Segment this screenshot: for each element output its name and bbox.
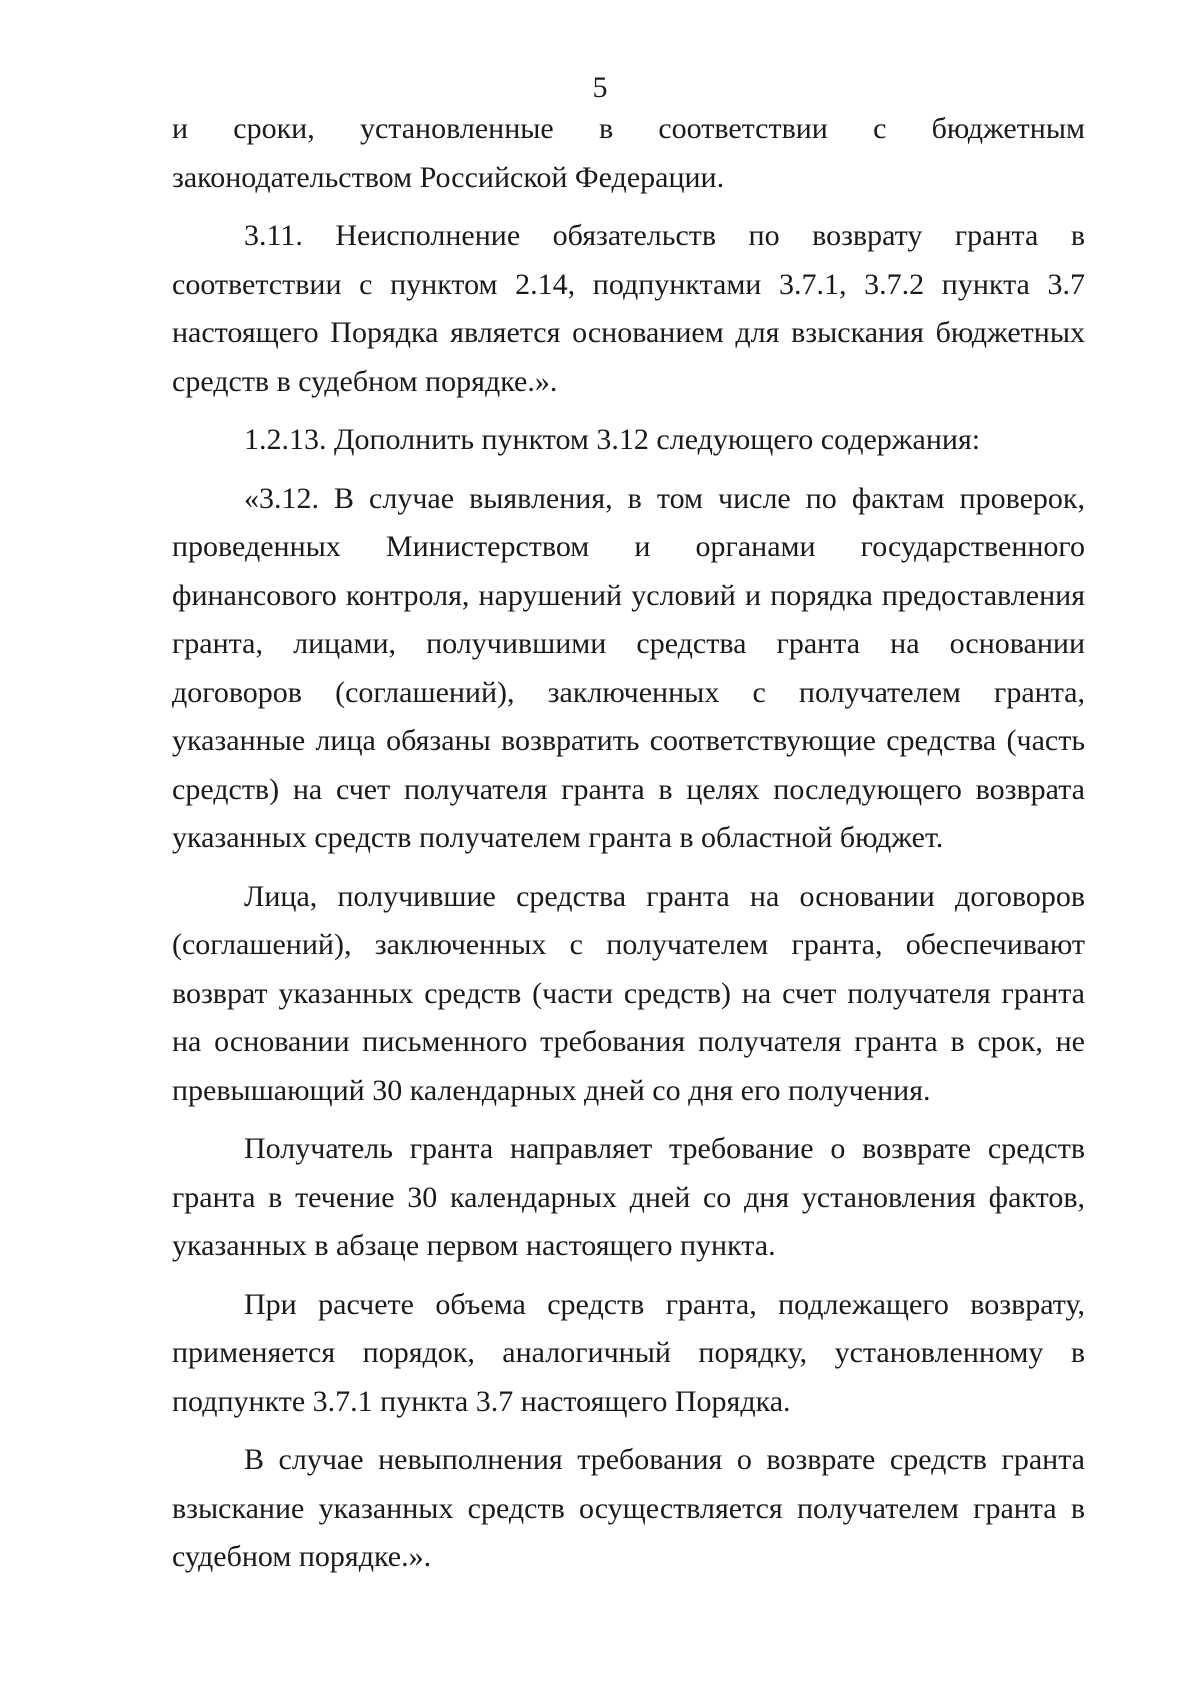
paragraph-calculation: При расчете объема средств гранта, подлежащего возврату, применяется порядок, аналогичный порядку, установленному в подпункте 3.7.1 пункта 3.7 настоящего Порядка. [172, 1287, 1085, 1418]
paragraph-court-recovery: В случае невыполнения требования о возврате средств гранта взыскание указанных средств осуществляется получателем гранта в судебном порядке.». [172, 1443, 1085, 1573]
document-body [172, 105, 1085, 1592]
paragraph-return-obligation: Лица, получившие средства гранта на основании договоров (соглашений), заключенных с получателем гранта, обеспечивают возврат указанных средств (части средств) на счет получателя гранта на основании письменного требования получателя гранта в срок, не превышающий 30 календарных дней со дня его получения. [172, 879, 1085, 1107]
paragraph-clause-3-12: «3.12. В случае выявления, в том числе по фактам проверок, проведенных Министерством и органами государственного финансового контроля, нарушений условий и порядка предоставления гранта, лицами, получившими средства гранта на основании договоров (соглашений), заключенных с получателем гранта, указанные лица обязаны возвратить соответствующие средства (часть средств) на счет получателя гранта в целях последующего возврата указанных средств получателем гранта в областной бюджет. [172, 481, 1085, 854]
paragraph-amendment-1-2-13: 1.2.13. Дополнить пунктом 3.12 следующего содержания: [244, 423, 981, 456]
paragraph-continuation: и сроки, установленные в соответствии с бюджетным законодательством Российской Федерации. [172, 112, 1085, 194]
page-number: 5 [592, 71, 608, 104]
paragraph-return-request: Получатель гранта направляет требование о возврате средств гранта в течение 30 календарных дней со дня установления фактов, указанных в абзаце первом настоящего пункта. [172, 1132, 1085, 1262]
paragraph-clause-3-11: 3.11. Неисполнение обязательств по возврату гранта в соответствии с пунктом 2.14, подпунктами 3.7.1, 3.7.2 пункта 3.7 настоящего Порядка является основанием для взыскания бюджетных средств в судебном порядке.». [172, 219, 1085, 398]
